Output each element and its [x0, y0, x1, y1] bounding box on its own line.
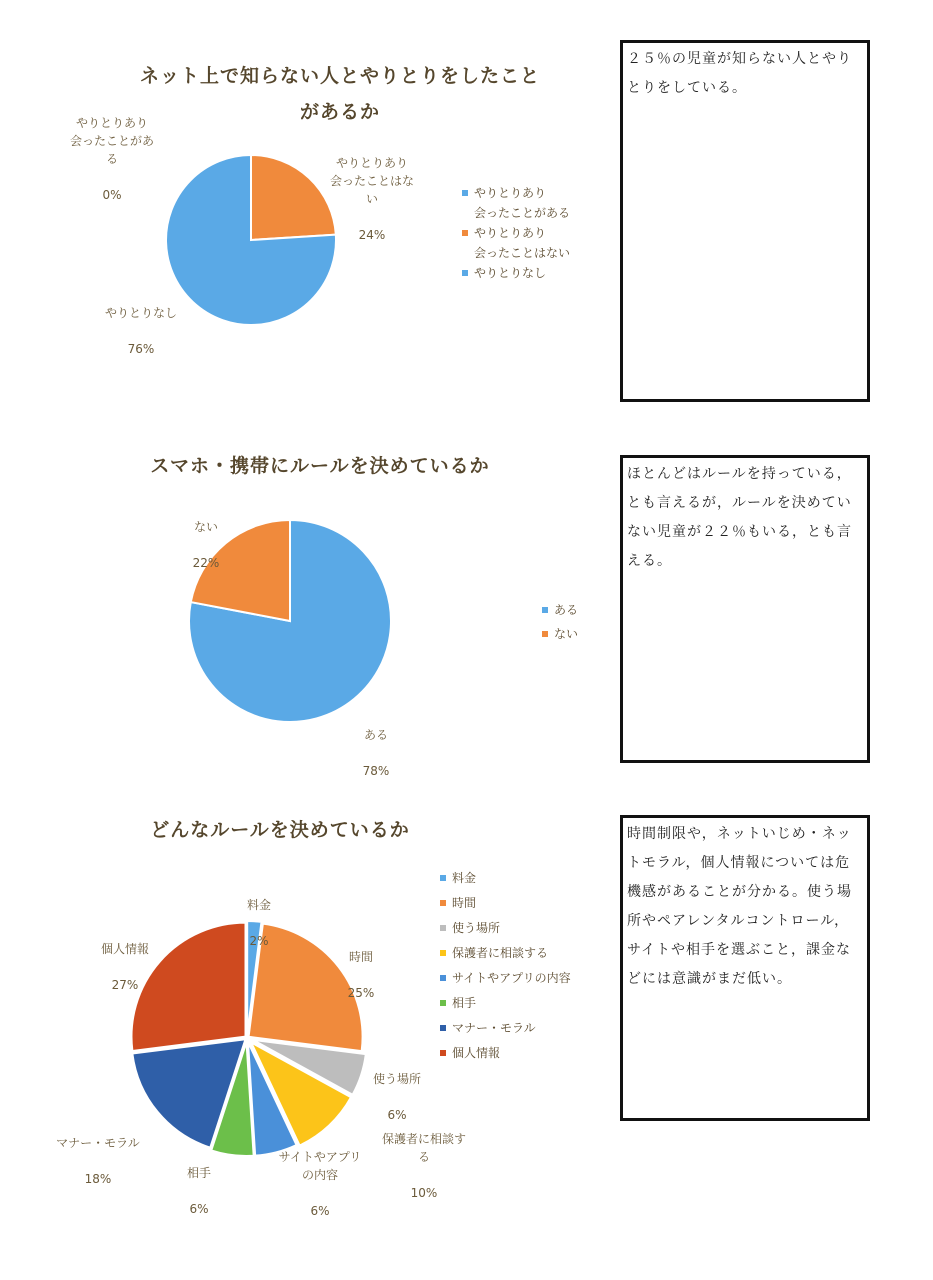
chart3-title: どんなルールを決めているか [150, 819, 410, 841]
chart3-label-fee [236, 878, 282, 968]
chart1-label-not-met-pct: 24% [358, 228, 386, 242]
chart3-label-time-name: 時間 [348, 950, 373, 964]
chart3-legend-text: 時間 [452, 896, 477, 910]
chart3-label-time [338, 930, 384, 1020]
chart1-legend-text: やりとりあり 会ったことはない [474, 226, 571, 260]
chart2-legend-text: ない [554, 627, 579, 641]
chart3-label-place-name: 使う場所 [372, 1072, 421, 1086]
chart3-label-manners-name: マナー・モラル [56, 1136, 140, 1150]
chart2-label-nai-pct: 22% [192, 556, 220, 570]
chart1-label-not-met-name: やりとりあり 会ったことはな い [329, 156, 414, 206]
chart3-label-manners [46, 1116, 150, 1206]
chart3-legend-item [440, 1041, 610, 1066]
chart3-label-time-pct: 25% [347, 986, 375, 1000]
chart2-label-aru-pct: 78% [362, 764, 390, 778]
chart3-legend-text: 個人情報 [452, 1046, 501, 1060]
chart1-label-none-pct: 76% [127, 342, 155, 356]
chart3-legend-item [440, 891, 610, 916]
chart2-legend-text: ある [554, 603, 579, 617]
chart3-label-guardian-name: 保護者に相談す る [381, 1132, 466, 1164]
chart2-title: スマホ・携帯にルールを決めているか [150, 455, 490, 477]
chart3-legend-text: 相手 [452, 996, 477, 1010]
chart3-legend-item [440, 866, 610, 891]
chart3-legend [440, 866, 610, 1066]
note-text-2: ほとんどはルールを持っている，とも言えるが，ルールを決めていない児童が２２％もいる，とも言える。 [627, 466, 852, 569]
chart3-label-fee-pct: 2% [249, 934, 269, 948]
chart1-legend-text: やりとりなし [474, 266, 547, 280]
chart2-label-nai-name: ない [193, 520, 218, 534]
chart3-label-privacy-pct: 27% [111, 978, 139, 992]
chart1-label-none-name: やりとりなし [104, 306, 177, 320]
chart3-label-guardian-pct: 10% [410, 1186, 438, 1200]
chart3-legend-text: マナー・モラル [452, 1021, 536, 1035]
chart3-legend-item [440, 966, 610, 991]
chart1-title-line1: ネット上で知らない人とやりとりをしたこと [139, 65, 540, 87]
chart3-label-privacy-name: 個人情報 [100, 942, 149, 956]
chart3-legend-item [440, 991, 610, 1016]
chart1-title-line2: があるか [299, 101, 380, 123]
chart3-label-place-pct: 6% [387, 1108, 407, 1122]
chart3-label-privacy [92, 922, 158, 1012]
chart1-legend-text: やりとりあり 会ったことがある [474, 186, 571, 220]
chart3-legend-item [440, 941, 610, 966]
chart1-label-met-pct: 0% [102, 188, 122, 202]
chart3-label-site-pct: 6% [310, 1204, 330, 1218]
chart3-label-fee-name: 料金 [246, 898, 271, 912]
note-text-1: ２５％の児童が知らない人とやりとりをしている。 [627, 51, 852, 96]
chart3-label-guardian [372, 1112, 476, 1220]
chart3-label-site [270, 1130, 370, 1238]
chart3-label-manners-pct: 18% [84, 1172, 112, 1186]
chart3-label-partner-pct: 6% [189, 1202, 209, 1216]
chart3-legend-text: サイトやアプリの内容 [452, 971, 571, 985]
chart3-legend-item [440, 1016, 610, 1041]
note-box-3 [620, 815, 870, 1121]
chart3-legend-text: 保護者に相談する [452, 946, 549, 960]
note-text-3: 時間制限や，ネットいじめ・ネットモラル，個人情報については危機感があることが分かる。使う場所やペアレンタルコントロール，サイトや相手を選ぶこと，課金などには意識がまだ低い。 [627, 826, 852, 987]
chart2-label-aru-name: ある [363, 728, 388, 742]
chart3-legend-text: 使う場所 [452, 921, 501, 935]
chart1-label-met-name: やりとりあり 会ったことがあ る [69, 116, 154, 166]
chart3-label-partner-name: 相手 [186, 1166, 211, 1180]
chart3-legend-text: 料金 [452, 871, 477, 885]
chart3-label-site-name: サイトやアプリ の内容 [278, 1150, 362, 1182]
chart3-legend-item [440, 916, 610, 941]
chart3-label-partner [176, 1146, 222, 1236]
